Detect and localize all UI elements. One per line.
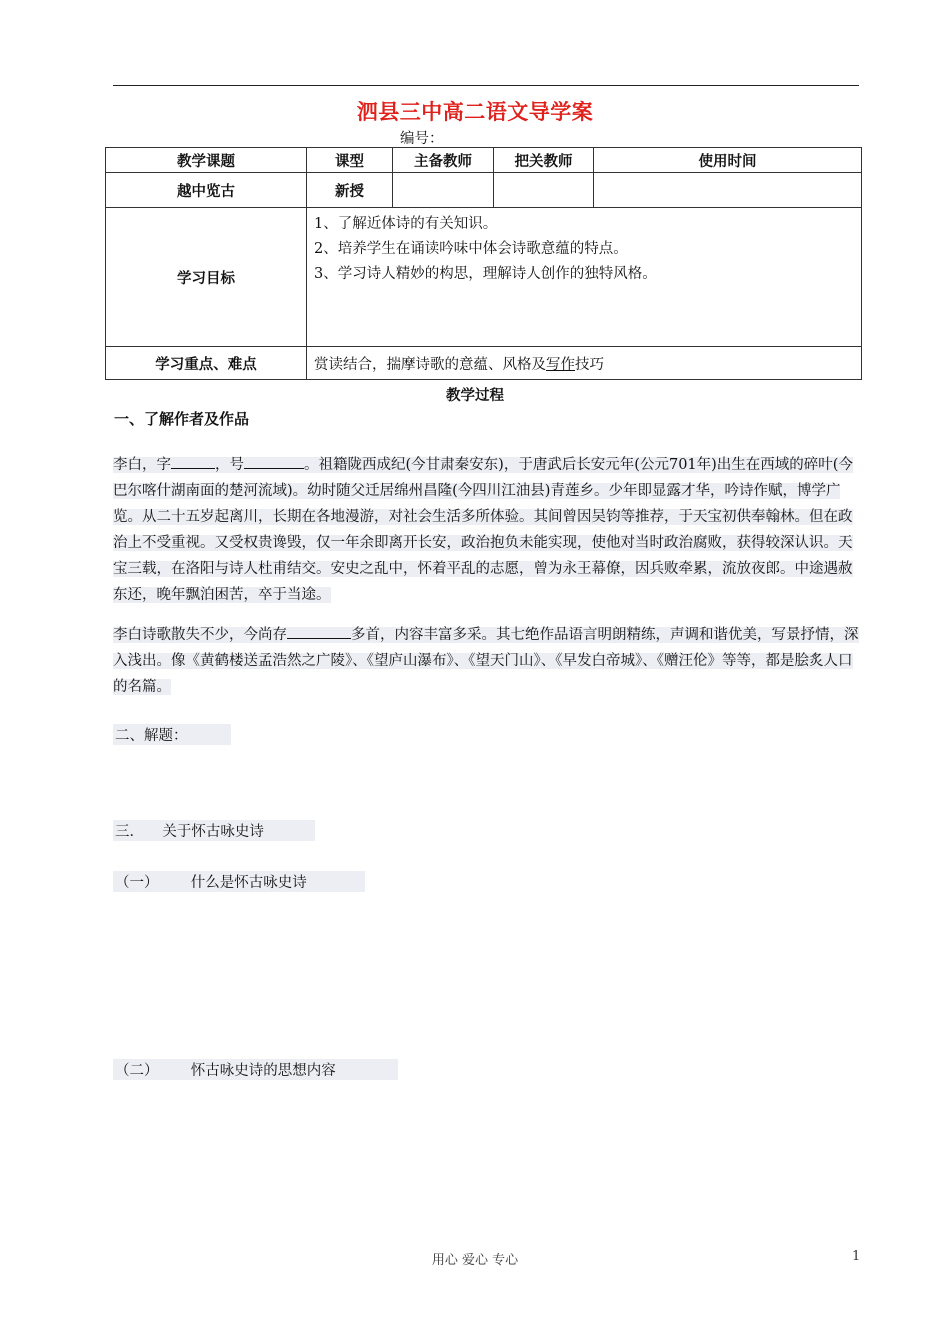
lesson-info-table xyxy=(105,147,862,380)
section2-heading: 二、解题： xyxy=(113,724,231,745)
blank-zi[interactable] xyxy=(171,454,215,470)
header-type: 课型 xyxy=(307,148,393,173)
works-paragraph: 李白诗歌散失不少，今尚存 多首，内容丰富多采。其七绝作品语言明朗精练，声调和谐优美，写景抒情，深入浅出。像《黄鹤楼送孟浩然之广陵》、《望庐山瀑布》、《望天门山》、《早发白帝城》、《赠汪伦》等等，都是脍炙人口的名篇。 xyxy=(113,622,861,700)
page-number: 1 xyxy=(852,1249,861,1264)
number-label: 编号： xyxy=(400,131,444,147)
goals-label: 学习目标 xyxy=(106,208,307,347)
cell-topic: 越中览古 xyxy=(106,173,307,208)
section1-heading: 一、了解作者及作品 xyxy=(114,410,250,428)
key-label: 学习重点、难点 xyxy=(106,347,307,380)
cell-type: 新授 xyxy=(307,173,393,208)
section3-heading: 三． 关于怀古咏史诗 xyxy=(113,820,315,841)
blank-count[interactable] xyxy=(287,624,351,640)
cell-lead-teacher xyxy=(393,173,494,208)
goal-item: 2、培养学生在诵读吟味中体会诗歌意蕴的特点。 xyxy=(314,241,628,257)
header-date: 使用时间 xyxy=(594,148,862,173)
author-paragraph: 李白，字 ，号 。祖籍陇西成纪(今甘肃秦安东)，于唐武后长安元年(公元701年)出生在西域的碎叶(今巴尔喀什湖南面的楚河流域)。幼时随父迁居绵州昌隆(今四川江油县)青莲乡。少年即显露才华，吟诗作赋，博学广览。从二十五岁起离川，长期在各地漫游，对社会生活多所体验。其间曾因吴钧等推荐，于天宝初供奉翰林。但在政治上不受重视。又受权贵谗毁，仅一年余即离开长安，政治抱负未能实现，使他对当时政治腐败，获得较深认识。天宝三载，在洛阳与诗人杜甫结交。安史之乱中，怀着平乱的志愿，曾为永王幕僚，因兵败牵累，流放夜郎。中途遇赦东还，晚年飘泊困苦，卒于当途。 xyxy=(113,452,861,608)
page-footer: 用心 爱心 专心 xyxy=(431,1253,519,1268)
blank-hao[interactable] xyxy=(244,454,304,470)
header-review-teacher: 把关教师 xyxy=(494,148,594,173)
goal-item: 1、了解近体诗的有关知识。 xyxy=(314,216,498,232)
header-lead-teacher: 主备教师 xyxy=(393,148,494,173)
key-text: 赏读结合，揣摩诗歌的意蕴、风格及写作技巧 xyxy=(307,347,862,380)
table-row-key-points xyxy=(106,347,862,380)
header-topic: 教学课题 xyxy=(106,148,307,173)
table-row xyxy=(106,173,862,208)
process-title: 教学过程 xyxy=(446,387,504,404)
table-header-row xyxy=(106,148,862,173)
cell-date xyxy=(594,173,862,208)
page-title: 泗县三中高二语文导学案 xyxy=(356,99,594,124)
cell-review-teacher xyxy=(494,173,594,208)
table-row-goals xyxy=(106,208,862,347)
section3-2-heading: （二） 怀古咏史诗的思想内容 xyxy=(113,1059,398,1080)
header-rule xyxy=(113,85,859,86)
section3-1-heading: （一） 什么是怀古咏史诗 xyxy=(113,871,365,892)
goal-item: 3、学习诗人精妙的构思，理解诗人创作的独特风格。 xyxy=(314,266,657,282)
goals-list xyxy=(307,208,862,347)
